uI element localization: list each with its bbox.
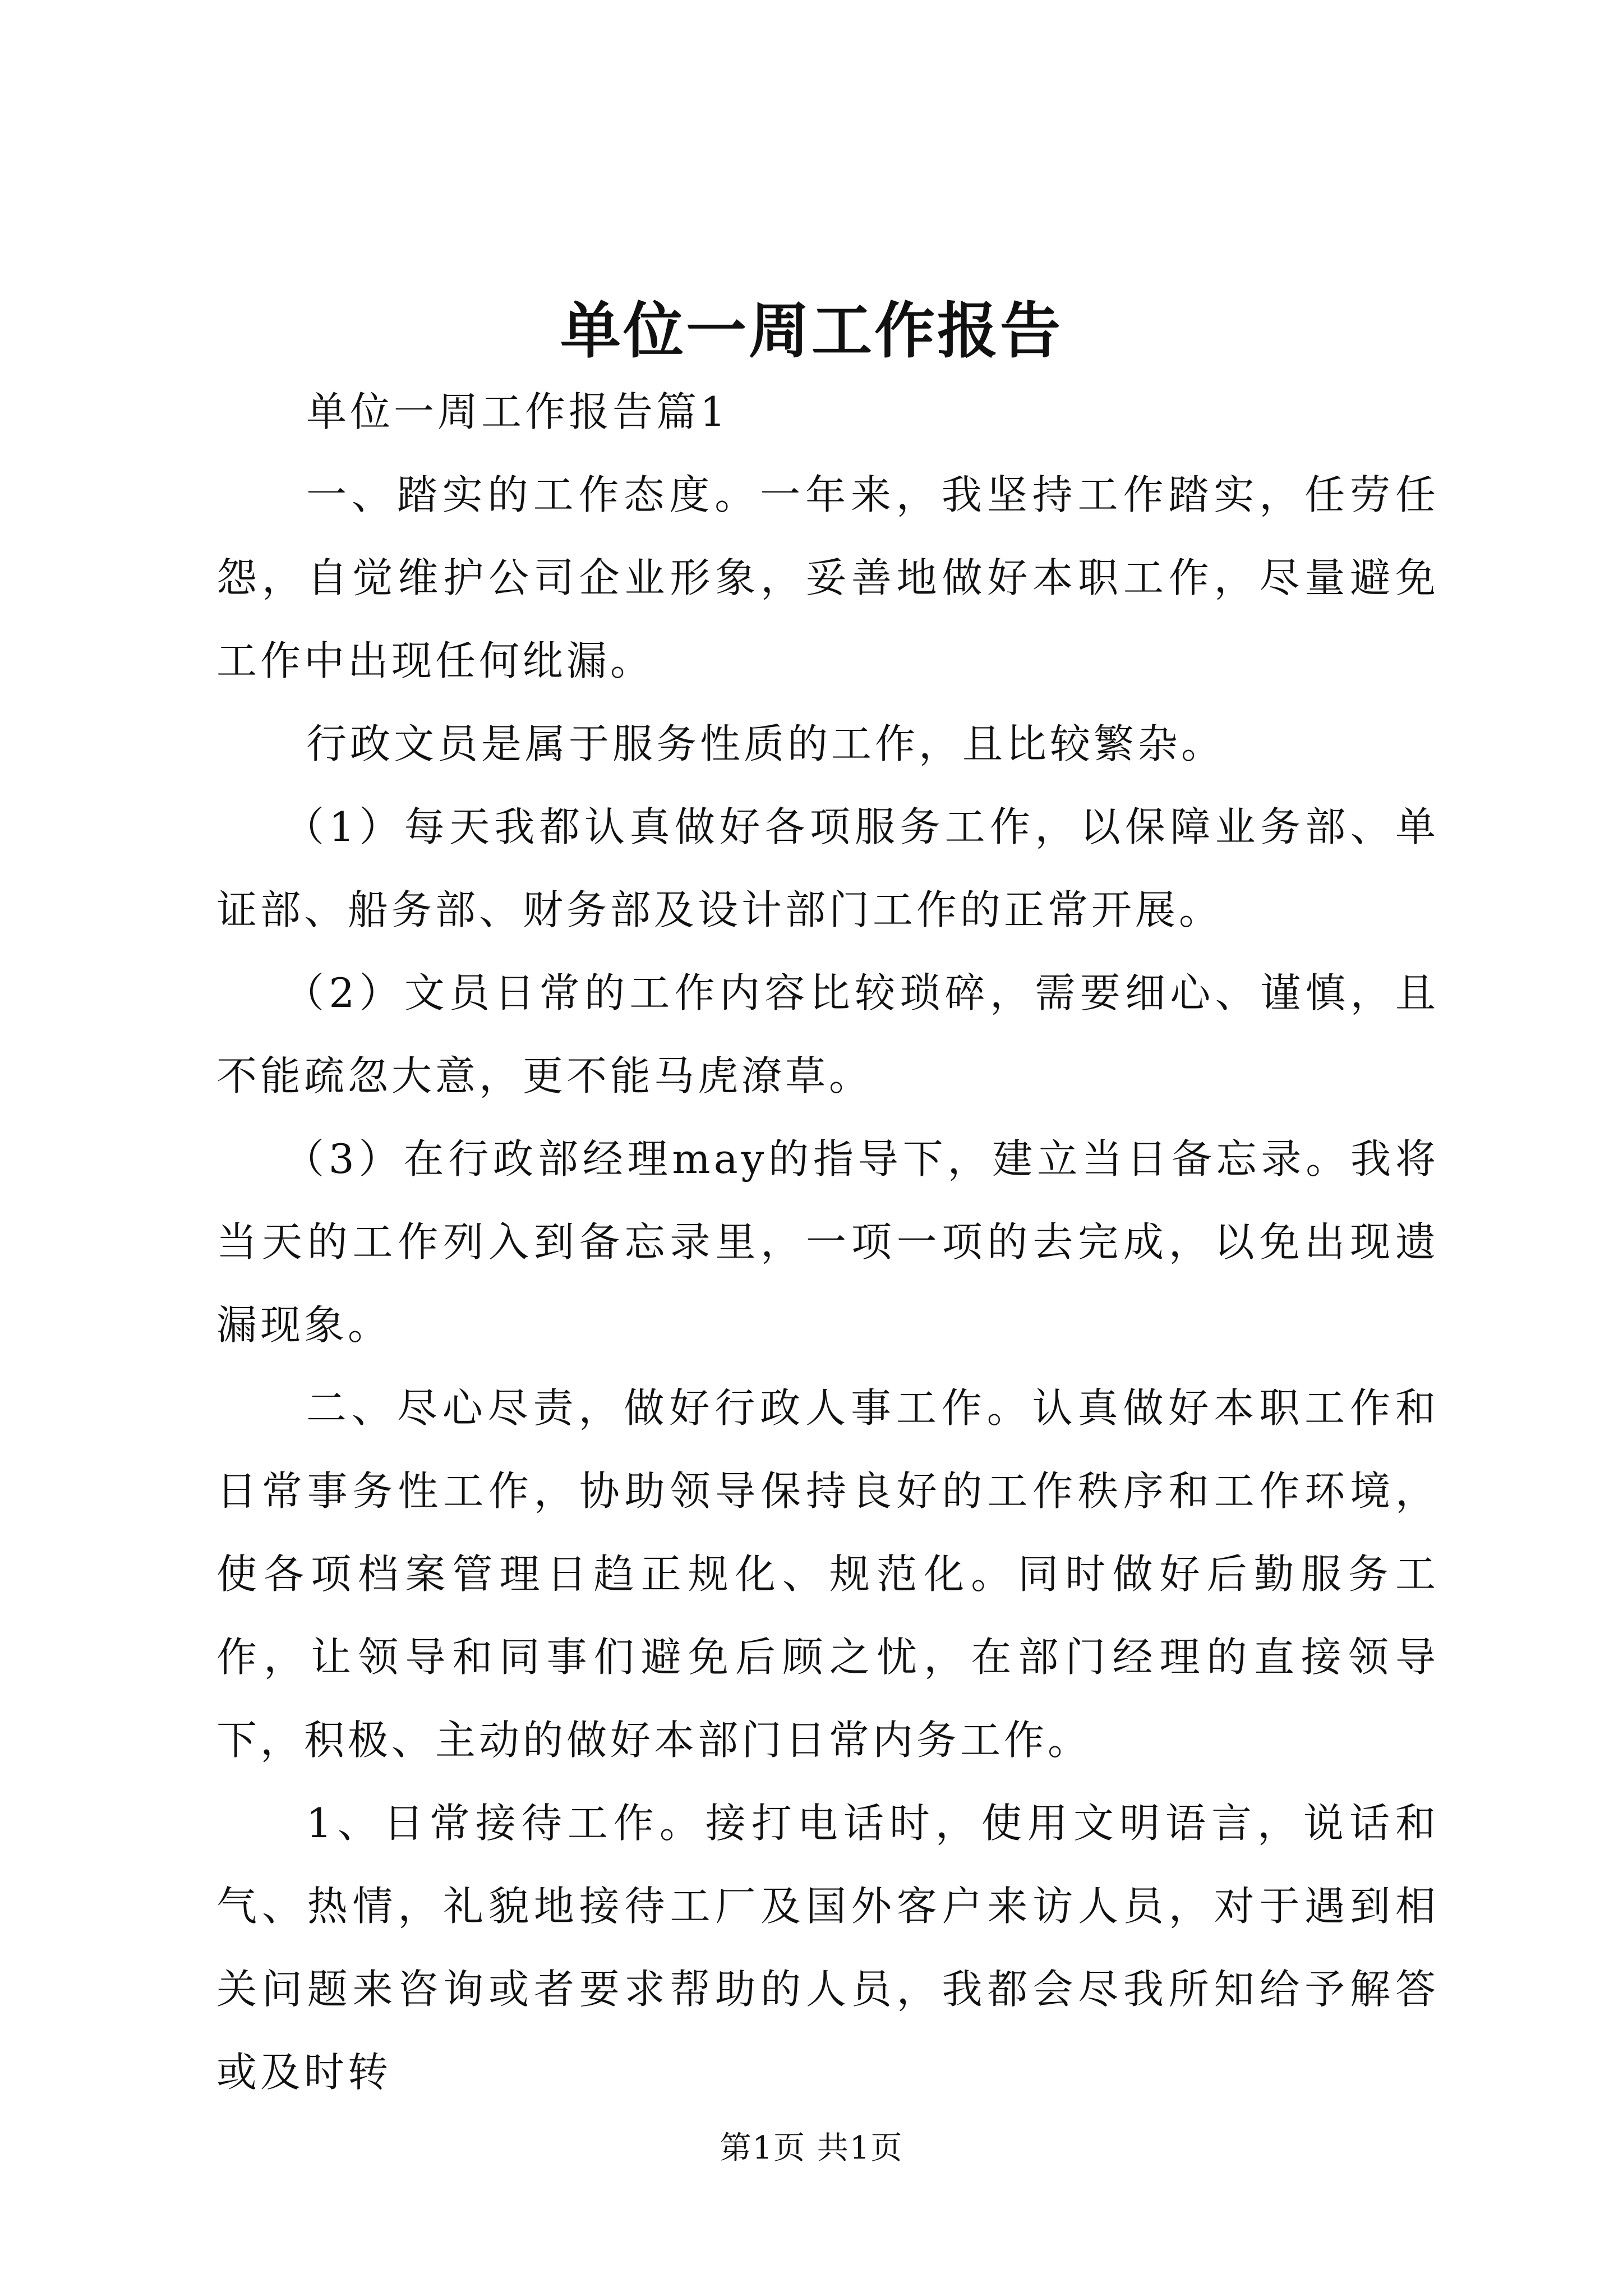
- paragraph-5: （3）在行政部经理may的指导下，建立当日备忘录。我将当天的工作列入到备忘录里，一项一项的去完成，以免出现遗漏现象。: [216, 1135, 1439, 1349]
- paragraph-1: 一、踏实的工作态度。一年来，我坚持工作踏实，任劳任怨，自觉维护公司企业形象，妥善地做好本职工作，尽量避免工作中出现任何纰漏。: [216, 471, 1439, 684]
- paragraph-7: 1、日常接待工作。接打电话时，使用文明语言，说话和气、热情，礼貌地接待工厂及国外客户来访人员，对于遇到相关问题来咨询或者要求帮助的人员，我都会尽我所知给予解答或及时转: [216, 1800, 1439, 2096]
- document-title: 单位一周工作报告: [560, 296, 1063, 366]
- paragraph-subtitle: 单位一周工作报告篇1: [306, 388, 729, 435]
- paragraph-3: （1）每天我都认真做好各项服务工作，以保障业务部、单证部、船务部、财务部及设计部门工作的正常开展。: [216, 803, 1439, 933]
- document-body: [216, 370, 1439, 2114]
- paragraph-6: 二、尽心尽责，做好行政人事工作。认真做好本职工作和日常事务性工作，协助领导保持良好的工作秩序和工作环境，使各项档案管理日趋正规化、规范化。同时做好后勤服务工作，让领导和同事们避免后顾之忧，在部门经理的直接领导下，积极、主动的做好本部门日常内务工作。: [216, 1384, 1439, 1764]
- paragraph-4: （2）文员日常的工作内容比较琐碎，需要细心、谨慎，且不能疏忽大意，更不能马虎潦草。: [216, 969, 1439, 1099]
- page-footer: 第1页 共1页: [720, 2130, 903, 2166]
- paragraph-2: 行政文员是属于服务性质的工作，且比较繁杂。: [306, 720, 1225, 767]
